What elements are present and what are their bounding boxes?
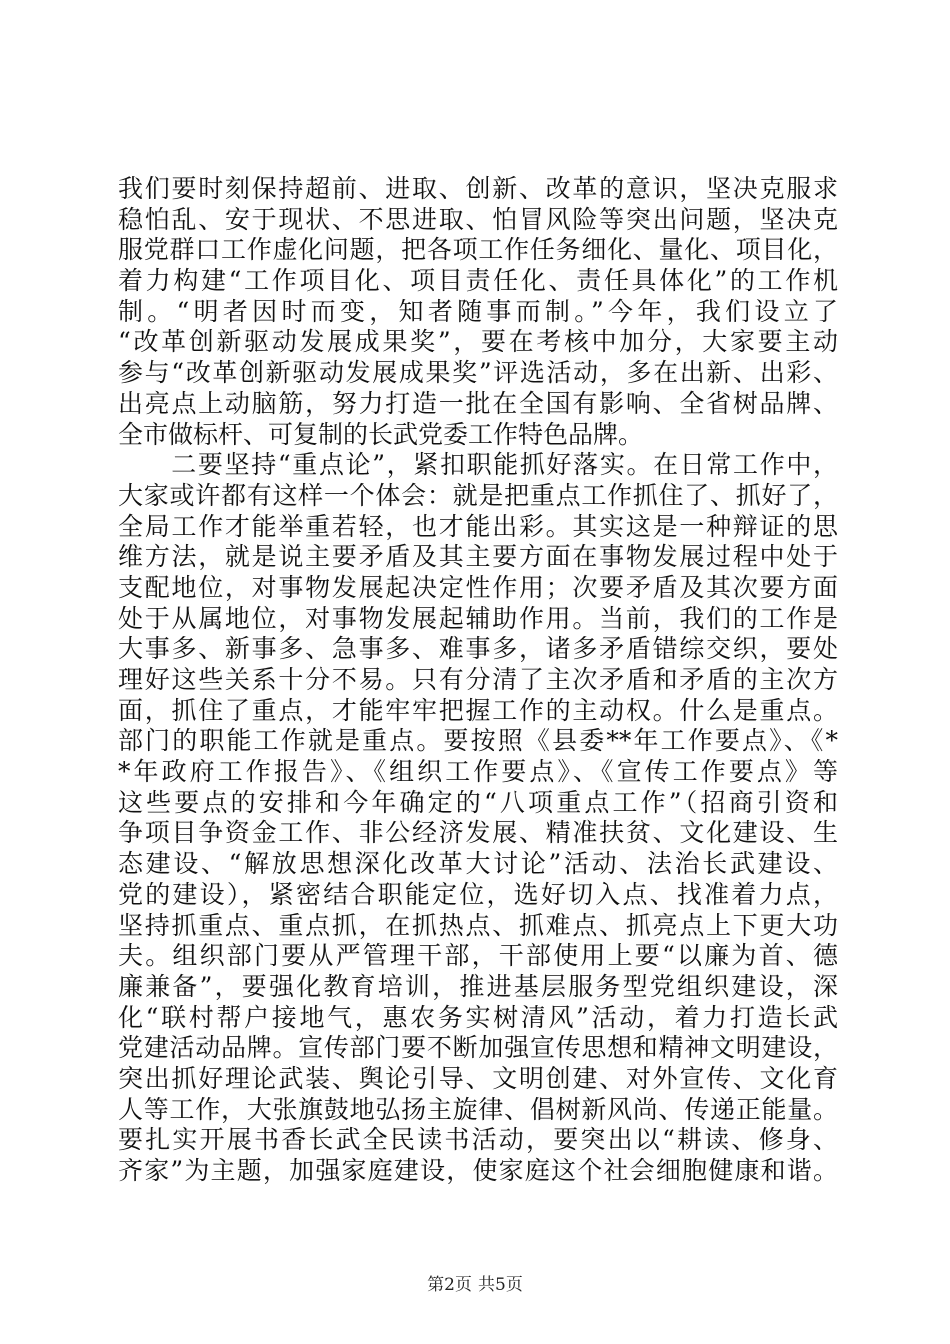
text-line: 夫。组织部门要从严管理干部，干部使用上要“以廉为首、德 [118,941,838,971]
text-line: “改革创新驱动发展成果奖”，要在考核中加分，大家要主动 [118,327,838,357]
text-line: 参与“改革创新驱动发展成果奖”评选活动，多在出新、出彩、 [118,358,838,388]
text-line: 全局工作才能举重若轻，也才能出彩。其实这是一种辩证的思 [118,511,838,541]
text-line: 大事多、新事多、急事多、难事多，诸多矛盾错综交织，要处 [118,634,838,664]
text-line: 部门的职能工作就是重点。要按照《县委**年工作要点》、《* [118,726,838,756]
text-line: 出亮点上动脑筋，努力打造一批在全国有影响、全省树品牌、 [118,388,838,418]
text-line: 态建设、“解放思想深化改革大讨论”活动、法治长武建设、 [118,849,838,879]
page-footer [0,1275,950,1295]
text-line: 坚持抓重点、重点抓，在抓热点、抓难点、抓亮点上下更大功 [118,910,838,940]
text-line: *年政府工作报告》、《组织工作要点》、《宣传工作要点》等 [118,757,838,787]
text-line: 要扎实开展书香长武全民读书活动，要突出以“耕读、修身、 [118,1125,838,1155]
text-line: 大家或许都有这样一个体会：就是把重点工作抓住了、抓好了， [118,480,838,510]
text-line: 这些要点的安排和今年确定的“八项重点工作”（招商引资和 [118,787,838,817]
text-line: 党建活动品牌。宣传部门要不断加强宣传思想和精神文明建设， [118,1033,838,1063]
text-line: 服党群口工作虚化问题，把各项工作任务细化、量化、项目化， [118,235,838,265]
text-line: 处于从属地位，对事物发展起辅助作用。当前，我们的工作是 [118,603,838,633]
text-line: 化“联村帮户接地气，惠农务实树清风”活动，着力打造长武 [118,1002,838,1032]
text-line: 我们要时刻保持超前、进取、创新、改革的意识，坚决克服求 [118,174,838,203]
page-number: 第2页 [427,1275,472,1295]
page-total: 共5页 [478,1275,523,1295]
text-line: 齐家”为主题，加强家庭建设，使家庭这个社会细胞健康和谐。 [118,1156,838,1185]
text-line: 全市做标杆、可复制的长武党委工作特色品牌。 [118,419,644,449]
text-line: 人等工作，大张旗鼓地弘扬主旋律、倡树新风尚、传递正能量。 [118,1094,838,1124]
text-line: 二要坚持“重点论”，紧扣职能抓好落实。在日常工作中， [118,450,838,480]
text-line: 理好这些关系十分不易。只有分清了主次矛盾和矛盾的主次方 [118,665,838,694]
text-line: 稳怕乱、安于现状、不思进取、怕冒风险等突出问题，坚决克 [118,204,838,234]
body-text [118,174,838,1187]
text-line: 党的建设），紧密结合职能定位，选好切入点、找准着力点， [118,879,838,909]
text-line: 制。“明者因时而变，知者随事而制。”今年，我们设立了 [118,296,838,326]
text-line: 维方法，就是说主要矛盾及其主要方面在事物发展过程中处于 [118,542,838,572]
text-line: 着力构建“工作项目化、项目责任化、责任具体化”的工作机 [118,266,838,296]
text-line: 争项目争资金工作、非公经济发展、精准扶贫、文化建设、生 [118,818,838,848]
text-line: 廉兼备”，要强化教育培训，推进基层服务型党组织建设，深 [118,971,838,1001]
text-line: 支配地位，对事物发展起决定性作用；次要矛盾及其次要方面 [118,572,838,602]
text-line: 突出抓好理论武装、舆论引导、文明创建、对外宣传、文化育 [118,1063,838,1093]
text-line: 面，抓住了重点，才能牢牢把握工作的主动权。什么是重点。 [118,695,838,725]
